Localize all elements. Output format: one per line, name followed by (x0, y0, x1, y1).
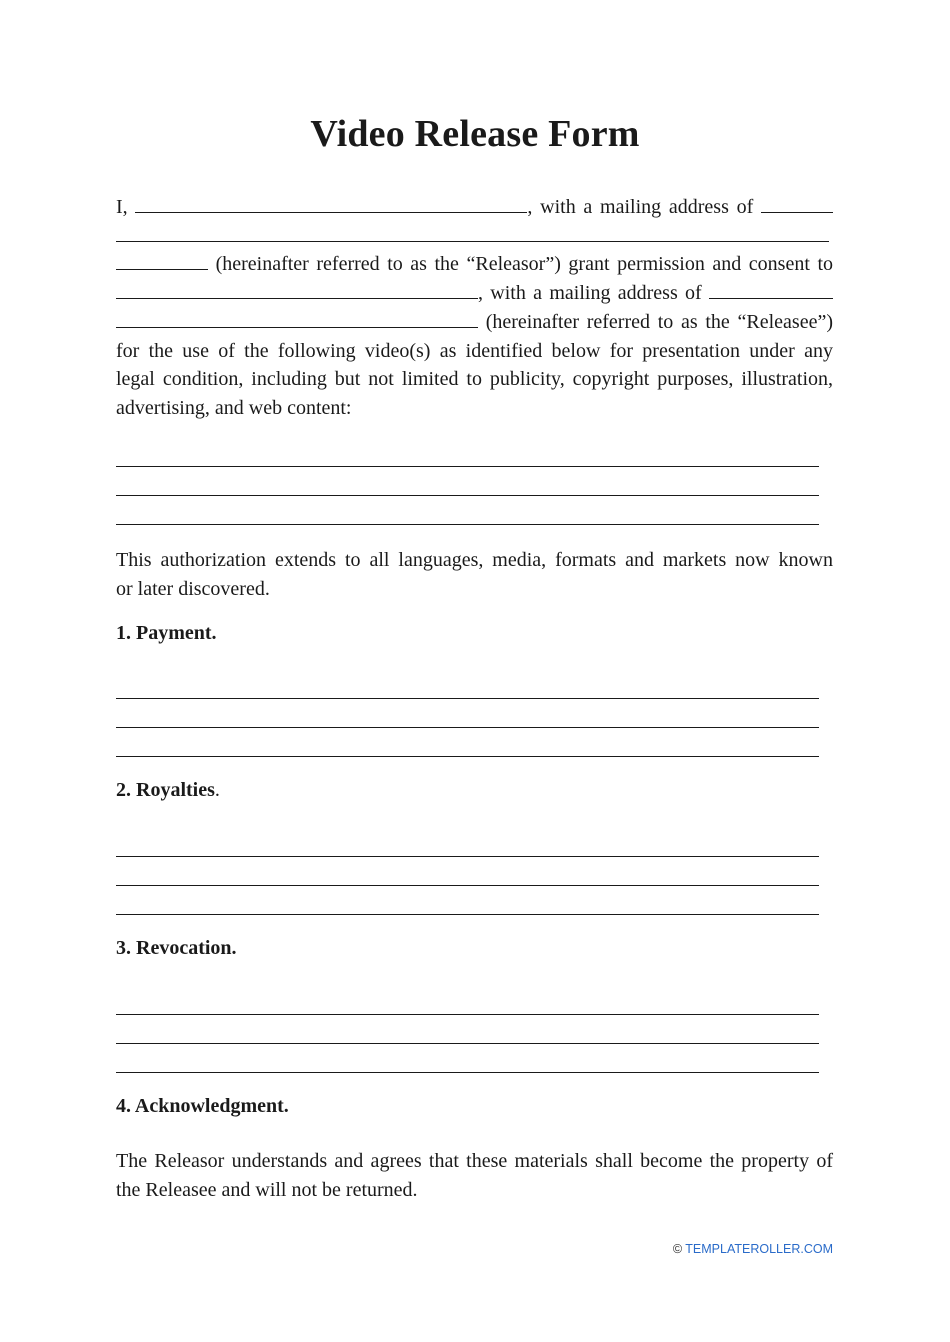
revocation-blank-line[interactable] (116, 1014, 819, 1015)
intro-line-8: advertising, and web content: (116, 396, 352, 419)
intro-line-2 (116, 222, 833, 251)
releasee-address-blank-2[interactable] (116, 309, 478, 328)
footer-site-link[interactable]: TEMPLATEROLLER.COM (685, 1242, 833, 1256)
section-heading-payment: 1. Payment. (116, 622, 217, 644)
document-title: Video Release Form (310, 113, 640, 155)
releasor-name-blank[interactable] (135, 194, 527, 213)
video-blank-line[interactable] (116, 495, 819, 496)
copyright-icon: © (672, 1242, 683, 1256)
releasor-address-blank-3[interactable] (116, 251, 208, 270)
section-heading-acknowledgment: 4. Acknowledgment. (116, 1095, 289, 1117)
video-blank-line[interactable] (116, 524, 819, 525)
section-heading-revocation: 3. Revocation. (116, 937, 237, 959)
releasor-address-blank-2[interactable] (116, 223, 829, 242)
revocation-blank-line[interactable] (116, 1043, 819, 1044)
royalties-blank-line[interactable] (116, 856, 819, 857)
intro-line-3: (hereinafter referred to as the “Releasor”) grant permission and consent to (116, 250, 833, 279)
intro-line-4: , with a mailing address of (116, 279, 833, 308)
video-blank-line[interactable] (116, 466, 819, 467)
payment-blank-line[interactable] (116, 698, 819, 699)
acknowledgment-paragraph (116, 1147, 833, 1204)
intro-paragraph (116, 193, 833, 423)
payment-blank-line[interactable] (116, 756, 819, 757)
intro-line-1: I, , with a mailing address of (116, 193, 833, 222)
footer-credit (673, 1242, 833, 1256)
payment-blank-line[interactable] (116, 727, 819, 728)
authorization-line-1: This authorization extends to all languages, media, formats and markets now known (116, 549, 833, 571)
releasor-address-blank-1[interactable] (761, 194, 833, 213)
intro-line-5: (hereinafter referred to as the “Releasee”) (116, 308, 833, 337)
intro-line-7: legal condition, including but not limited to publicity, copyright purposes, illustration, (116, 368, 833, 391)
section-heading-royalties: 2. Royalties. (116, 779, 220, 801)
royalties-blank-line[interactable] (116, 885, 819, 886)
acknowledgment-line-2: the Releasee and will not be returned. (116, 1178, 418, 1201)
authorization-paragraph (116, 546, 833, 603)
acknowledgment-line-1: The Releasor understands and agrees that these materials shall become the property of (116, 1150, 833, 1172)
releasee-address-blank-1[interactable] (709, 280, 833, 299)
authorization-line-2: or later discovered. (116, 577, 270, 600)
releasee-name-blank[interactable] (116, 280, 478, 299)
intro-line-6: for the use of the following video(s) as identified below for presentation under any (116, 339, 833, 362)
royalties-blank-line[interactable] (116, 914, 819, 915)
revocation-blank-line[interactable] (116, 1072, 819, 1073)
